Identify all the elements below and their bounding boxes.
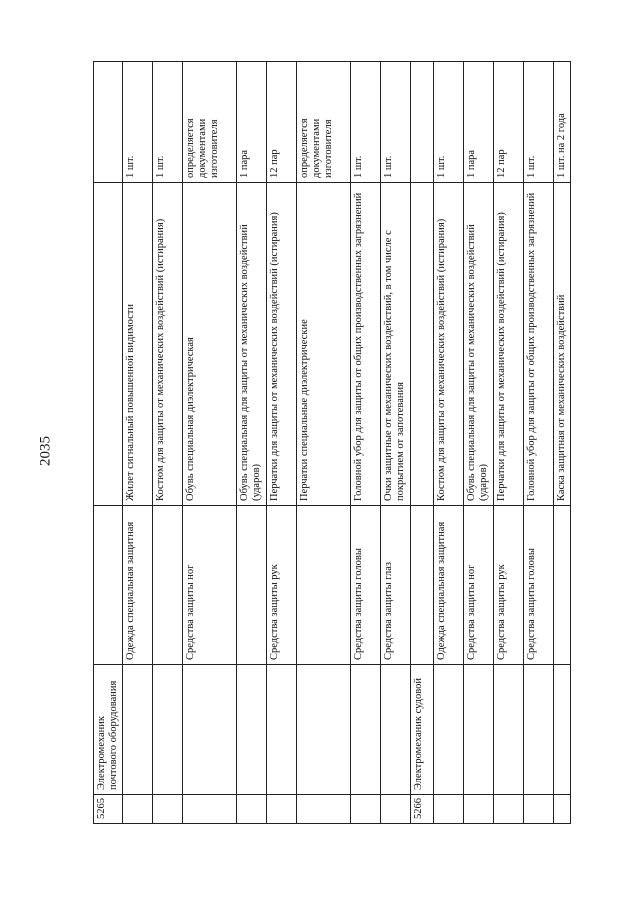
profession-code-cell <box>297 795 351 824</box>
profession-code-cell <box>351 795 381 824</box>
ppe-group-cell <box>554 506 571 665</box>
ppe-item-cell: Перчатки специальные диэлектрические <box>297 183 351 506</box>
table-row <box>237 62 267 824</box>
profession-code-cell: 5266 <box>411 795 434 824</box>
ppe-table-container <box>93 62 567 824</box>
profession-name-cell <box>153 665 183 795</box>
table-row <box>153 62 183 824</box>
profession-code-cell <box>381 795 411 824</box>
ppe-item-cell: Головной убор для защиты от общих производственных загрязнений <box>524 183 554 506</box>
ppe-item-cell: Головной убор для защиты от общих производственных загрязнений <box>351 183 381 506</box>
profession-code-cell <box>123 795 153 824</box>
ppe-quantity-cell <box>94 62 123 183</box>
ppe-item-cell: Обувь специальная для защиты от механических воздействий (ударов) <box>464 183 494 506</box>
ppe-group-cell <box>411 506 434 665</box>
ppe-group-cell: Одежда специальная защитная <box>434 506 464 665</box>
ppe-group-cell: Средства защиты головы <box>351 506 381 665</box>
profession-name-cell <box>494 665 524 795</box>
profession-name-cell: Электромеханик судовой <box>411 665 434 795</box>
ppe-quantity-cell: 12 пар <box>494 62 524 183</box>
table-row <box>123 62 153 824</box>
ppe-quantity-cell: 12 пар <box>267 62 297 183</box>
ppe-group-cell <box>237 506 267 665</box>
profession-code-cell <box>183 795 237 824</box>
table-row <box>297 62 351 824</box>
table-row <box>183 62 237 824</box>
ppe-quantity-cell: 1 шт. <box>351 62 381 183</box>
ppe-group-cell: Средства защиты рук <box>267 506 297 665</box>
ppe-quantity-cell: 1 пара <box>237 62 267 183</box>
table-row <box>464 62 494 824</box>
profession-name-cell <box>464 665 494 795</box>
ppe-quantity-cell: 1 шт. <box>524 62 554 183</box>
ppe-group-cell <box>153 506 183 665</box>
profession-name-cell <box>267 665 297 795</box>
table-row <box>351 62 381 824</box>
table-row <box>494 62 524 824</box>
table-row <box>411 62 434 824</box>
ppe-group-cell <box>297 506 351 665</box>
ppe-item-cell <box>94 183 123 506</box>
ppe-group-cell: Средства защиты рук <box>494 506 524 665</box>
ppe-quantity-cell: 1 шт. <box>153 62 183 183</box>
ppe-item-cell: Каска защитная от механических воздействий <box>554 183 571 506</box>
profession-name-cell <box>554 665 571 795</box>
ppe-quantity-cell: определяется документами изготовителя <box>183 62 237 183</box>
profession-name-cell <box>297 665 351 795</box>
profession-code-cell <box>267 795 297 824</box>
ppe-group-cell: Средства защиты головы <box>524 506 554 665</box>
profession-name-cell <box>524 665 554 795</box>
ppe-group-cell: Одежда специальная защитная <box>123 506 153 665</box>
table-row <box>267 62 297 824</box>
table-row <box>434 62 464 824</box>
ppe-group-cell: Средства защиты глаз <box>381 506 411 665</box>
ppe-group-cell: Средства защиты ног <box>183 506 237 665</box>
ppe-item-cell: Перчатки для защиты от механических воздействий (истирания) <box>267 183 297 506</box>
profession-code-cell <box>494 795 524 824</box>
profession-code-cell <box>524 795 554 824</box>
table-row <box>524 62 554 824</box>
ppe-item-cell: Перчатки для защиты от механических воздействий (истирания) <box>494 183 524 506</box>
ppe-norms-table <box>93 61 571 824</box>
table-row <box>94 62 123 824</box>
profession-code-cell <box>237 795 267 824</box>
ppe-group-cell <box>94 506 123 665</box>
profession-name-cell <box>183 665 237 795</box>
profession-code-cell <box>554 795 571 824</box>
ppe-item-cell: Костюм для защиты от механических воздействий (истирания) <box>434 183 464 506</box>
profession-name-cell <box>434 665 464 795</box>
ppe-quantity-cell: 1 шт. <box>434 62 464 183</box>
profession-code-cell <box>434 795 464 824</box>
profession-name-cell <box>351 665 381 795</box>
profession-code-cell <box>153 795 183 824</box>
profession-name-cell <box>237 665 267 795</box>
ppe-quantity-cell: 1 шт. <box>123 62 153 183</box>
profession-code-cell: 5265 <box>94 795 123 824</box>
ppe-group-cell: Средства защиты ног <box>464 506 494 665</box>
ppe-quantity-cell: 1 шт. <box>381 62 411 183</box>
ppe-item-cell <box>411 183 434 506</box>
profession-code-cell <box>464 795 494 824</box>
table-row <box>381 62 411 824</box>
ppe-quantity-cell: 1 шт. на 2 года <box>554 62 571 183</box>
table-row <box>554 62 571 824</box>
profession-name-cell <box>381 665 411 795</box>
ppe-item-cell: Жилет сигнальный повышенной видимости <box>123 183 153 506</box>
ppe-quantity-cell: 1 пара <box>464 62 494 183</box>
ppe-item-cell: Обувь специальная диэлектрическая <box>183 183 237 506</box>
ppe-item-cell: Очки защитные от механических воздействий, в том числе с покрытием от запотевания <box>381 183 411 506</box>
ppe-quantity-cell <box>411 62 434 183</box>
profession-name-cell <box>123 665 153 795</box>
ppe-item-cell: Костюм для защиты от механических воздействий (истирания) <box>153 183 183 506</box>
profession-name-cell: Электромеханик почтового оборудования <box>94 665 123 795</box>
page-number: 2035 <box>37 436 54 466</box>
ppe-quantity-cell: определяется документами изготовителя <box>297 62 351 183</box>
ppe-item-cell: Обувь специальная для защиты от механических воздействий (ударов) <box>237 183 267 506</box>
